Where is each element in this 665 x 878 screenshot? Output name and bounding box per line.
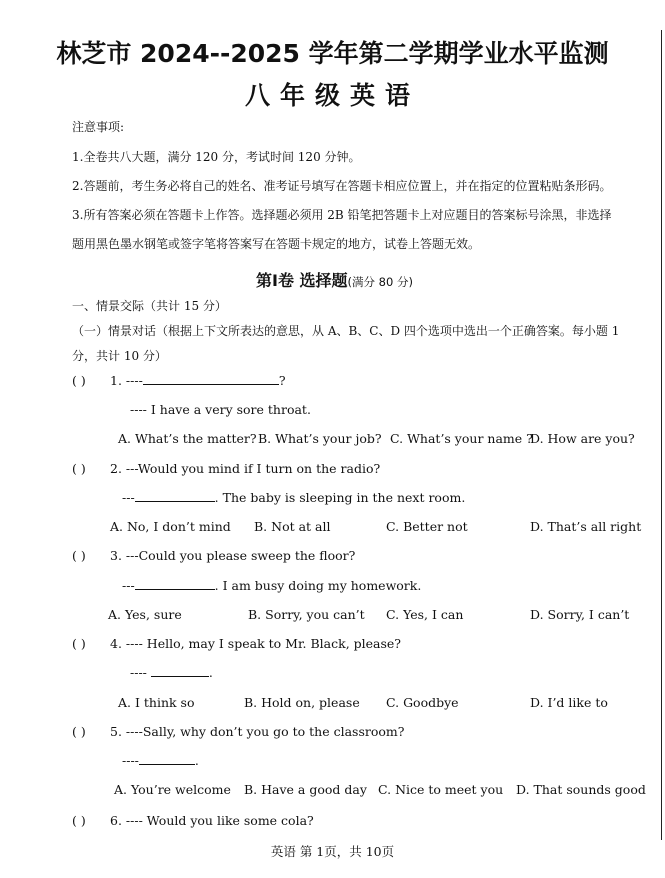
- question-4-reply: ---- .: [130, 665, 213, 680]
- answer-blank[interactable]: [139, 753, 195, 765]
- notice-item-3: 3.所有答案必须在答题卡上作答。选择题必须用 2B 铅笔把答题卡上对应题目的答案标号涂黑，非选择: [72, 208, 612, 222]
- section-title: [256, 268, 413, 291]
- answer-blank[interactable]: [151, 665, 209, 677]
- section-name: 第Ⅰ卷 选择题: [256, 271, 348, 290]
- exam-title: 林芝市 2024--2025 学年第二学期学业水平监测: [56, 39, 609, 68]
- q5-option-b[interactable]: B. Have a good day: [244, 782, 367, 797]
- q3-option-d[interactable]: D. Sorry, I can’t: [530, 607, 630, 622]
- answer-paren[interactable]: ( ): [72, 636, 86, 651]
- part1-instruction-cont: 分，共计 10 分）: [72, 349, 167, 363]
- q1-option-b[interactable]: B. What’s your job?: [258, 431, 382, 446]
- page-footer: 英语 第 1页，共 10页: [270, 844, 395, 859]
- q4-option-c[interactable]: C. Goodbye: [386, 695, 459, 710]
- question-2: 2. ---Would you mind if I turn on the radio?: [110, 461, 381, 476]
- q4-option-d[interactable]: D. I’d like to: [530, 695, 608, 710]
- question-4: 4. ---- Hello, may I speak to Mr. Black, please?: [110, 636, 402, 651]
- q2-option-c[interactable]: C. Better not: [386, 519, 468, 534]
- answer-paren[interactable]: ( ): [72, 373, 86, 388]
- q4-option-b[interactable]: B. Hold on, please: [244, 695, 360, 710]
- notice-item-2: 2.答题前，考生务必将自己的姓名、准考证号填写在答题卡相应位置上，并在指定的位置粘贴条形码。: [72, 179, 612, 193]
- notice-item-1: 1.全卷共八大题，满分 120 分，考试时间 120 分钟。: [72, 150, 361, 164]
- question-5: 5. ----Sally, why don’t you go to the classroom?: [110, 724, 405, 739]
- question-3-reply: --- . I am busy doing my homework.: [122, 578, 422, 593]
- exam-subject: 八年级英语: [244, 81, 420, 110]
- section-score: (满分 80 分): [347, 275, 413, 289]
- answer-paren[interactable]: ( ): [72, 813, 86, 828]
- q3-option-c[interactable]: C. Yes, I can: [386, 607, 464, 622]
- question-2-reply: --- . The baby is sleeping in the next room.: [122, 490, 466, 505]
- q1-option-a[interactable]: A. What’s the matter?: [118, 431, 257, 446]
- question-3: 3. ---Could you please sweep the floor?: [110, 548, 356, 563]
- q1-option-d[interactable]: D. How are you?: [530, 431, 635, 446]
- q3-option-a[interactable]: A. Yes, sure: [108, 607, 182, 622]
- answer-paren[interactable]: ( ): [72, 548, 86, 563]
- answer-blank[interactable]: [135, 578, 215, 590]
- q5-option-a[interactable]: A. You’re welcome: [114, 782, 231, 797]
- q5-option-d[interactable]: D. That sounds good: [516, 782, 646, 797]
- notice-item-3-cont: 题用黑色墨水钢笔或签字笔将答案写在答题卡规定的地方，试卷上答题无效。: [72, 237, 481, 251]
- question-1-reply: ---- I have a very sore throat.: [130, 402, 311, 417]
- notice-heading: 注意事项:: [72, 120, 125, 134]
- question-1: 1. ---- ?: [110, 373, 286, 388]
- q3-option-b[interactable]: B. Sorry, you can’t: [248, 607, 365, 622]
- margin-line: [661, 30, 662, 840]
- q2-option-a[interactable]: A. No, I don’t mind: [110, 519, 231, 534]
- part1-instruction: （一）情景对话（根据上下文所表达的意思，从 A、B、C、D 四个选项中选出一个正确答案。每小题 1: [72, 324, 620, 338]
- q5-option-c[interactable]: C. Nice to meet you: [378, 782, 504, 797]
- q1-option-c[interactable]: C. What’s your name ?: [390, 431, 533, 446]
- answer-blank[interactable]: [135, 490, 215, 502]
- part1-heading: 一、情景交际（共计 15 分）: [72, 299, 227, 313]
- q2-option-d[interactable]: D. That’s all right: [530, 519, 642, 534]
- q2-option-b[interactable]: B. Not at all: [254, 519, 331, 534]
- q4-option-a[interactable]: A. I think so: [118, 695, 195, 710]
- question-5-reply: ---- .: [122, 753, 199, 768]
- question-6: 6. ---- Would you like some cola?: [110, 813, 314, 828]
- answer-blank[interactable]: [143, 373, 279, 385]
- answer-paren[interactable]: ( ): [72, 724, 86, 739]
- answer-paren[interactable]: ( ): [72, 461, 86, 476]
